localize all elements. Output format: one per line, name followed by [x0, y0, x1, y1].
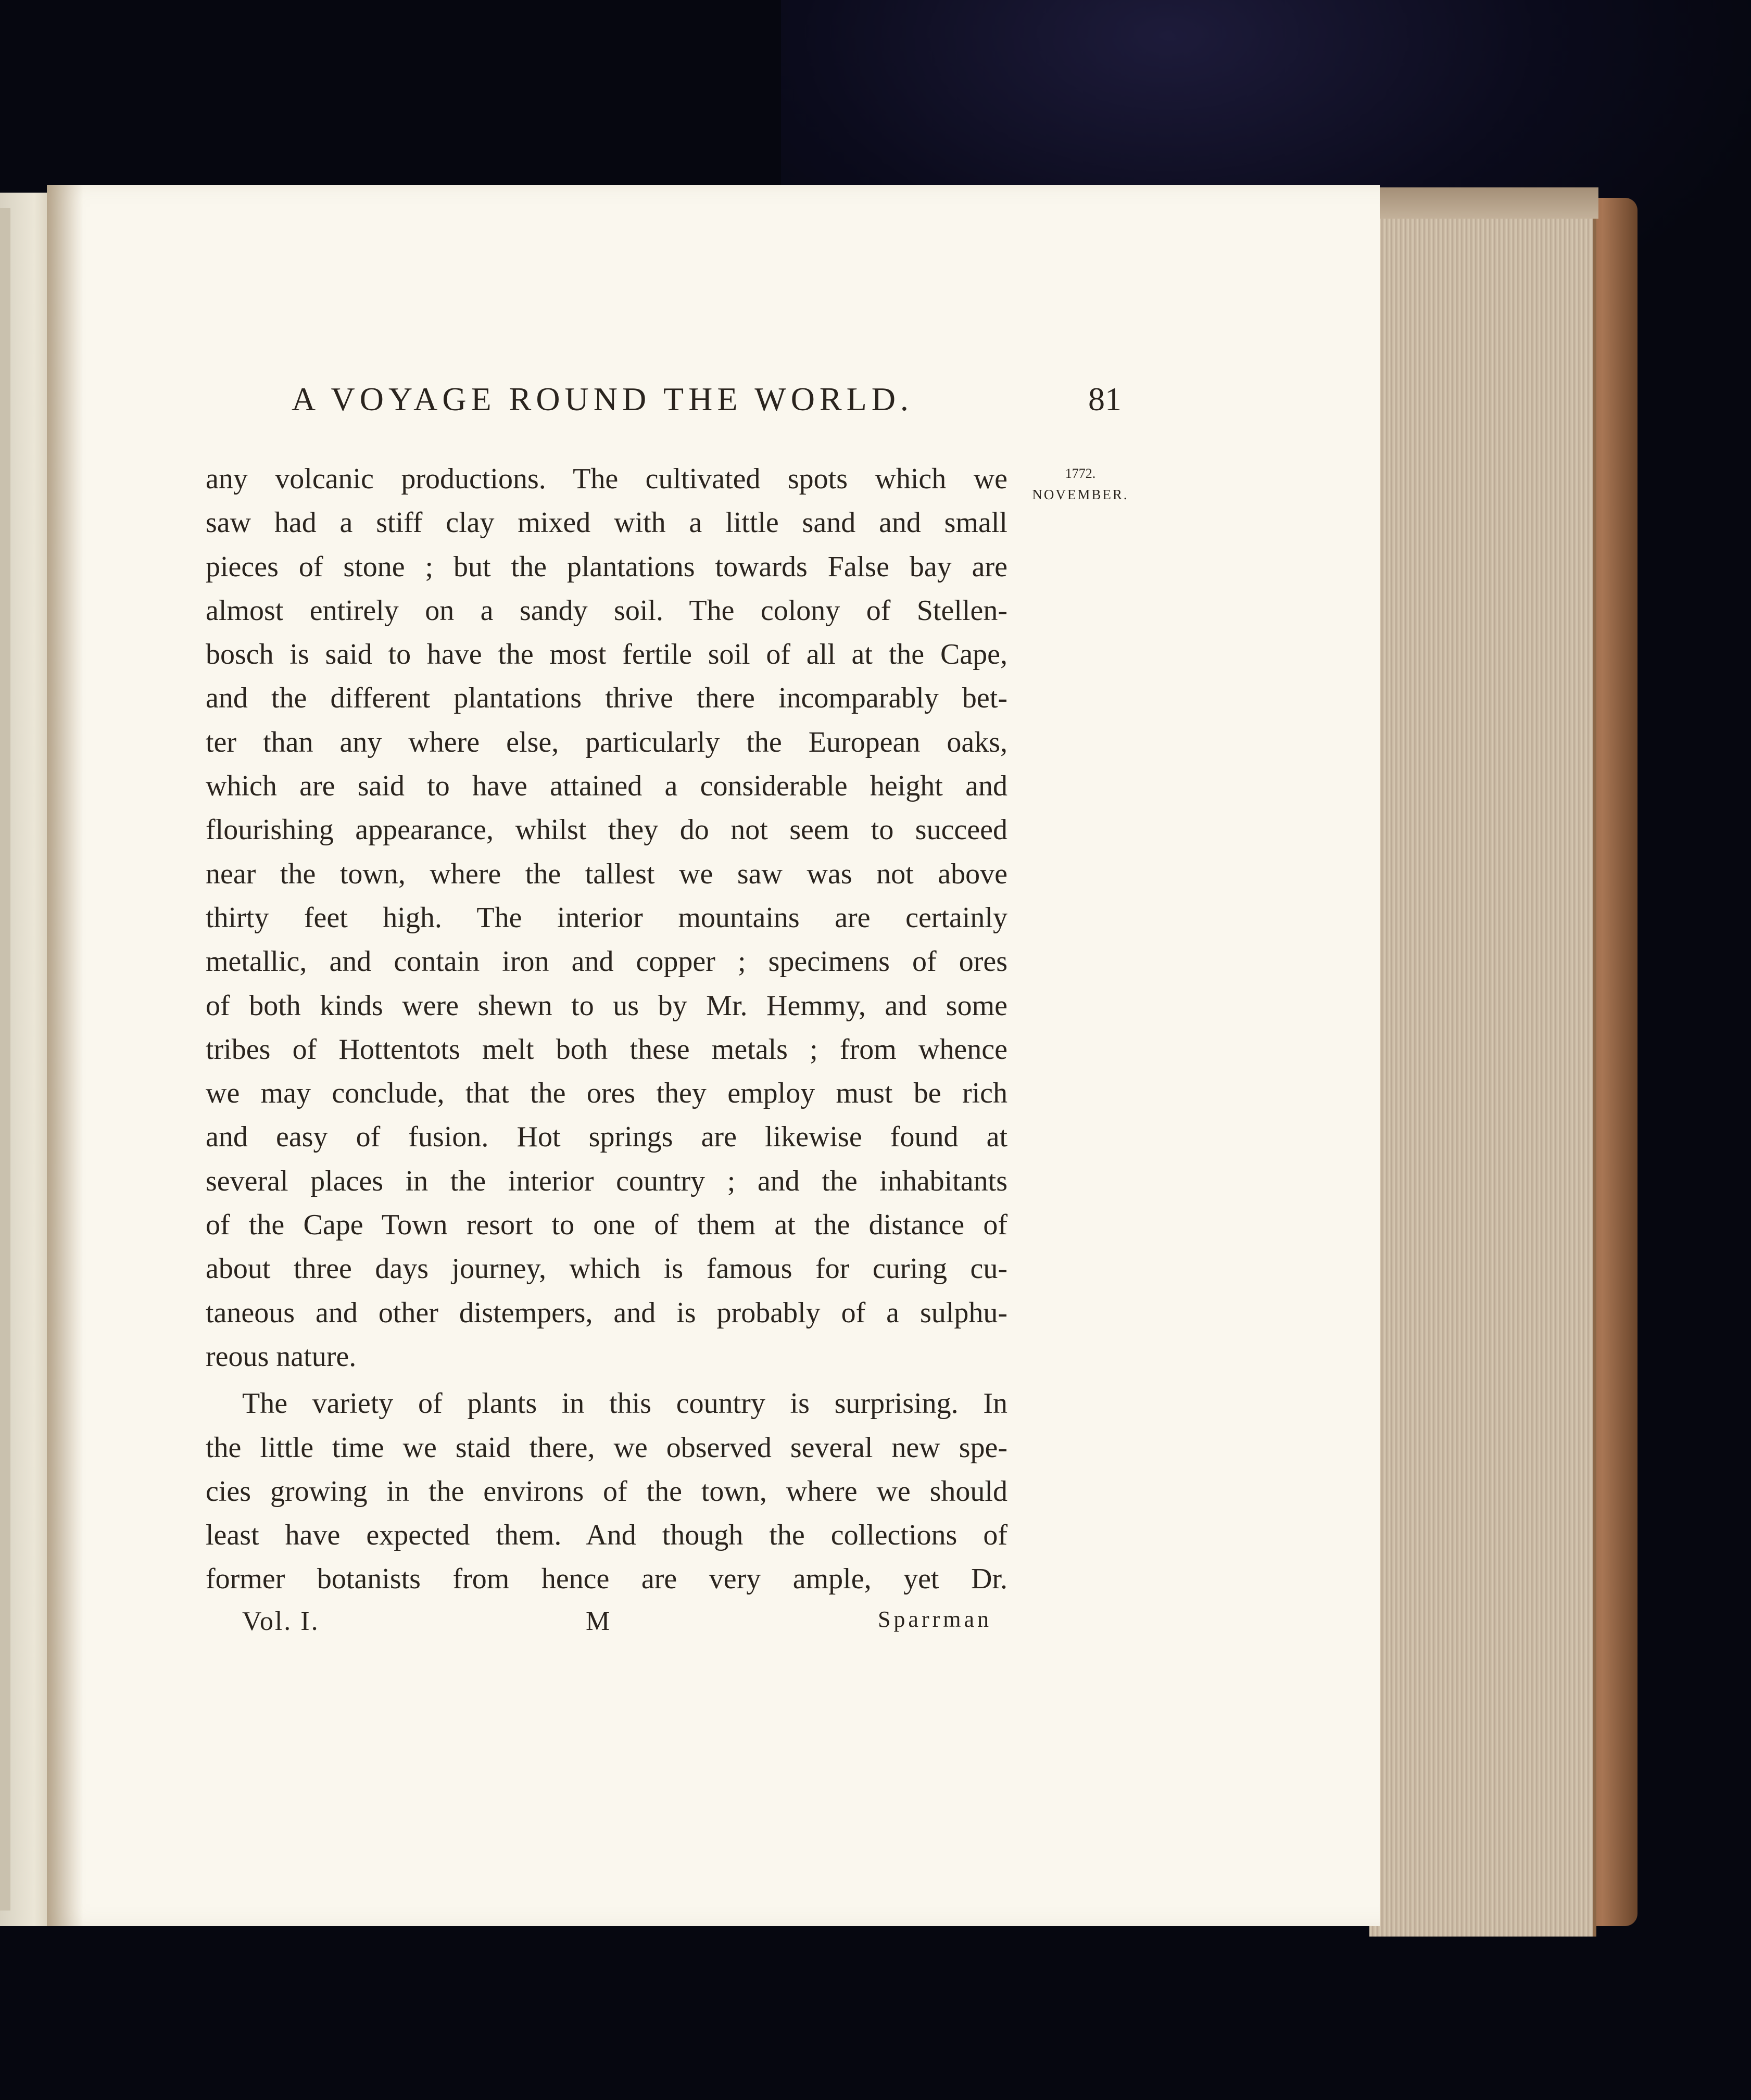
body-line: metallic, and contain iron and copper ; specimens of ores — [206, 945, 1007, 978]
page-block-edge — [1369, 187, 1596, 1937]
body-line: near the town, where the tallest we saw was not above — [206, 857, 1007, 890]
volume-label: Vol. I. — [242, 1606, 320, 1636]
body-line: tribes of Hottentots melt both these metals ; from whence — [206, 1033, 1007, 1066]
catchword: Sparrman — [877, 1606, 992, 1632]
body-line: least have expected them. And though the collections of — [206, 1519, 1007, 1552]
body-line: several places in the interior country ; and the inhabitants — [206, 1165, 1007, 1197]
page-footer — [206, 1606, 992, 1642]
running-head — [292, 380, 1307, 427]
margin-month: NOVEMBER. — [1032, 487, 1129, 502]
body-line: any volcanic productions. The cultivated spots which we — [206, 463, 1007, 495]
body-line: we may conclude, that the ores they employ must be rich — [206, 1077, 1007, 1110]
body-text — [206, 457, 1007, 1601]
margin-note — [1023, 463, 1138, 505]
facing-page-margin — [0, 208, 10, 1911]
body-line: almost entirely on a sandy soil. The colony of Stellen- — [206, 594, 1007, 627]
page-block-top — [1369, 187, 1598, 219]
signature-mark: M — [586, 1606, 610, 1636]
body-line: taneous and other distempers, and is probably of a sulphu- — [206, 1296, 1007, 1329]
body-line: cies growing in the environs of the town, where we should — [206, 1475, 1007, 1508]
body-line: bosch is said to have the most fertile soil of all at the Cape, — [206, 638, 1007, 671]
body-line: reous nature. — [206, 1340, 357, 1373]
body-line: and easy of fusion. Hot springs are likewise found at — [206, 1121, 1007, 1154]
body-line: of the Cape Town resort to one of them at the distance of — [206, 1209, 1007, 1242]
body-line: The variety of plants in this country is surprising. In — [242, 1387, 1007, 1420]
body-line: ter than any where else, particularly the European oaks, — [206, 726, 1007, 758]
body-line: thirty feet high. The interior mountains are certainly — [206, 901, 1007, 934]
body-line: which are said to have attained a considerable height and — [206, 770, 1007, 803]
page-number: 81 — [1088, 381, 1122, 418]
page-gutter — [47, 185, 83, 1926]
body-line: the little time we staid there, we observed several new spe- — [206, 1431, 1007, 1464]
body-line: about three days journey, which is famous for curing cu- — [206, 1253, 1007, 1285]
body-line: saw had a stiff clay mixed with a little sand and small — [206, 507, 1007, 539]
body-line: pieces of stone ; but the plantations towards False bay are — [206, 550, 1007, 583]
running-title: A VOYAGE ROUND THE WORLD. — [292, 381, 913, 418]
margin-year: 1772. — [1065, 466, 1096, 481]
body-line: and the different plantations thrive there incomparably bet- — [206, 682, 1007, 715]
body-line: of both kinds were shewn to us by Mr. Hemmy, and some — [206, 989, 1007, 1022]
body-line: flourishing appearance, whilst they do not seem to succeed — [206, 814, 1007, 846]
body-line: former botanists from hence are very ample, yet Dr. — [206, 1563, 1007, 1596]
